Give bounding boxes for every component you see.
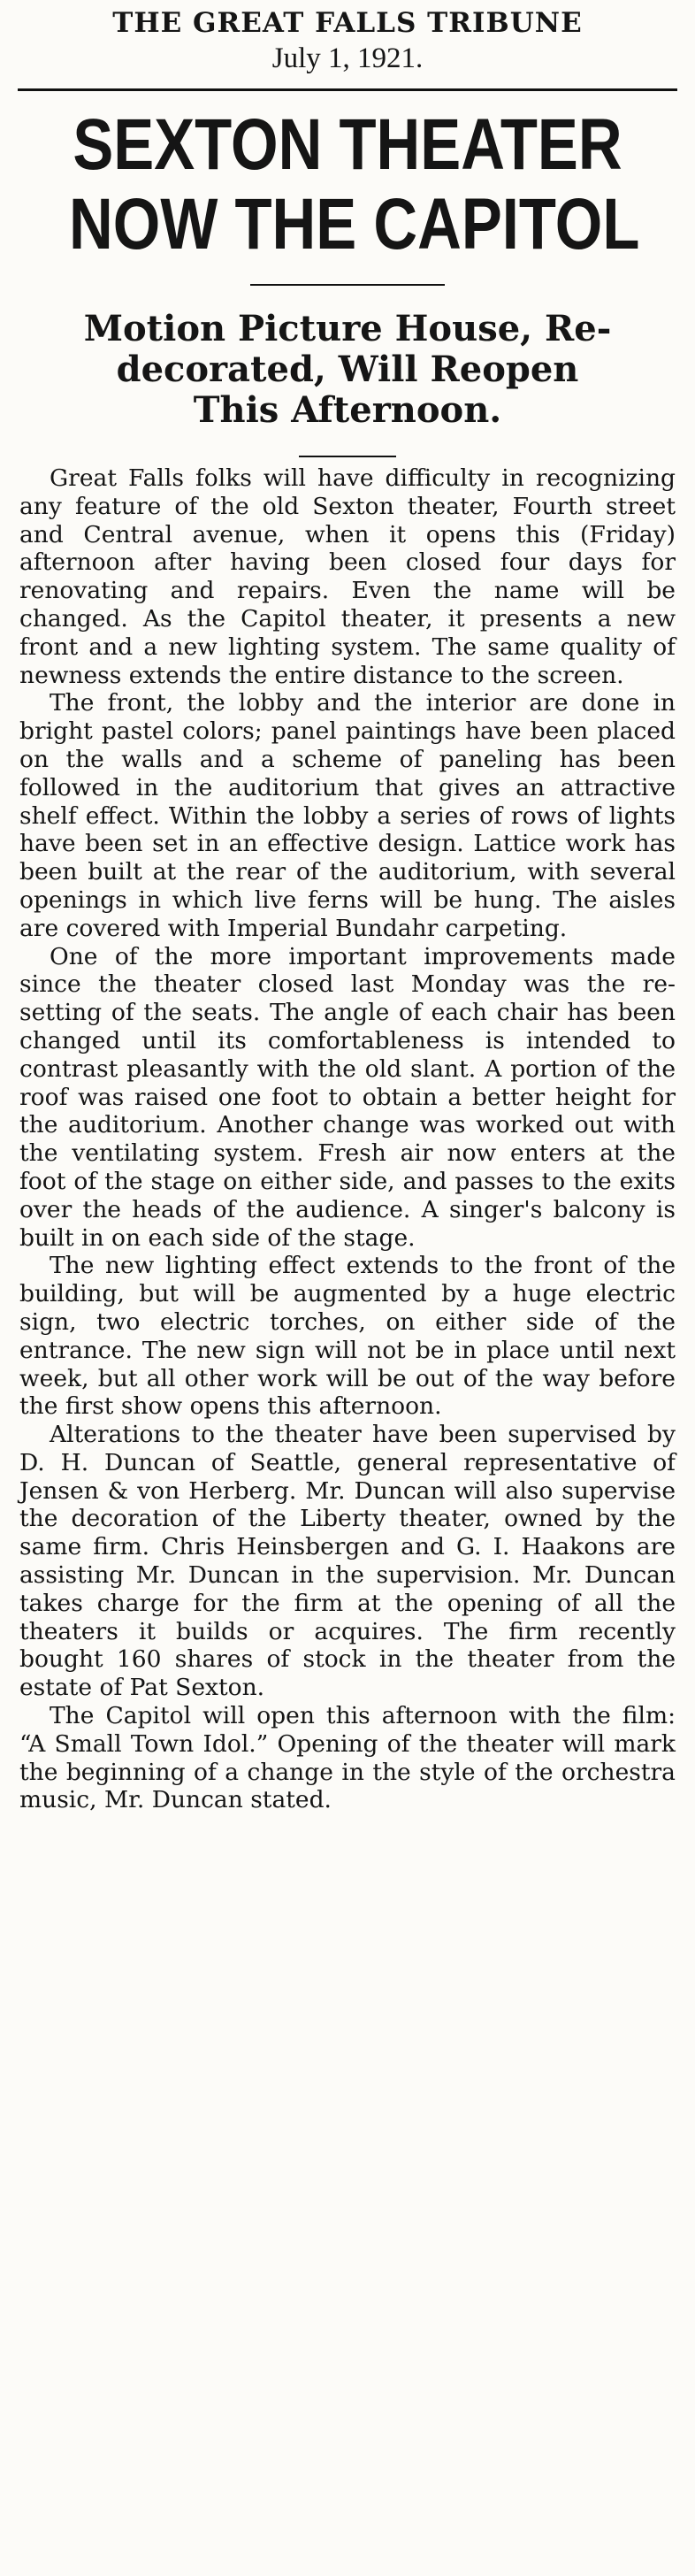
- headline-line-1: SEXTON THEATER: [73, 104, 622, 185]
- article-paragraph: Alterations to the theater have been supervised by D. H. Duncan of Seattle, general representative of Jensen & von Herberg. Mr. Duncan will also supervise the decoration of the Liberty theater, owned by the same firm. Chris Heinsbergen and G. I. Haakons are assisting Mr. Duncan in the supervision. Mr. Duncan takes charge for the firm at the opening of all the theaters it builds or acquires. The firm recently bought 160 shares of stock in the theater from the estate of Pat Sexton.: [19, 1421, 676, 1702]
- headline-line-2: NOW THE CAPITOL: [69, 184, 640, 264]
- newspaper-clipping: [0, 7, 695, 2576]
- headline: [69, 104, 640, 264]
- subheadline-line-1: Motion Picture House, Re-: [83, 308, 612, 349]
- article-paragraph: The front, the lobby and the interior are done in bright pastel colors; panel paintings have been placed on the walls and a scheme of paneling has been followed in the auditorium that gives an attractive shelf effect. Within the lobby a series of rows of lights have been set in an effective design. Lattice work has been built at the rear of the auditorium, with several openings in which live ferns will be hung. The aisles are covered with Imperial Bundahr carpeting.: [19, 689, 676, 942]
- newspaper-name: THE GREAT FALLS TRIBUNE: [112, 7, 583, 39]
- article-paragraph: Great Falls folks will have difficulty in recognizing any feature of the old Sexton theater, Fourth street and Central avenue, when it opens this (Friday) afternoon after having been closed four days for renovating and repairs. Even the name will be changed. As the Capitol theater, it presents a new front and a new lighting system. The same quality of newness extends the entire distance to the screen.: [19, 464, 676, 689]
- subheadline-line-3: This Afternoon.: [193, 389, 502, 431]
- publication-date: July 1, 1921.: [271, 42, 424, 74]
- article-paragraph: One of the more important improvements made since the theater closed last Monday was the re-setting of the seats. The angle of each chair has been changed until its comfortableness is intended to contrast pleasantly with the old slant. A portion of the roof was raised one foot to obtain a better height for the auditorium. Another change was worked out with the ventilating system. Fresh air now enters at the foot of the stage on either side, and passes to the exits over the heads of the audience. A singer's balcony is built in on each side of the stage.: [19, 942, 676, 1252]
- masthead-rule: [18, 88, 677, 91]
- subheadline: [16, 309, 679, 431]
- article-body: [16, 464, 679, 1814]
- subheadline-line-2: decorated, Will Reopen: [116, 349, 579, 390]
- article-paragraph: The new lighting effect extends to the front of the building, but will be augmented by a huge electric sign, two electric torches, on either side of the entrance. The new sign will not be in place until next week, but all other work will be out of the way before the first show opens this afternoon.: [19, 1252, 676, 1421]
- deck-rule: [299, 456, 396, 457]
- headline-rule: [250, 284, 445, 286]
- article-paragraph: The Capitol will open this afternoon with the film: “A Small Town Idol.” Opening of the theater will mark the beginning of a change in the style of the orchestra music, Mr. Duncan stated.: [19, 1702, 676, 1814]
